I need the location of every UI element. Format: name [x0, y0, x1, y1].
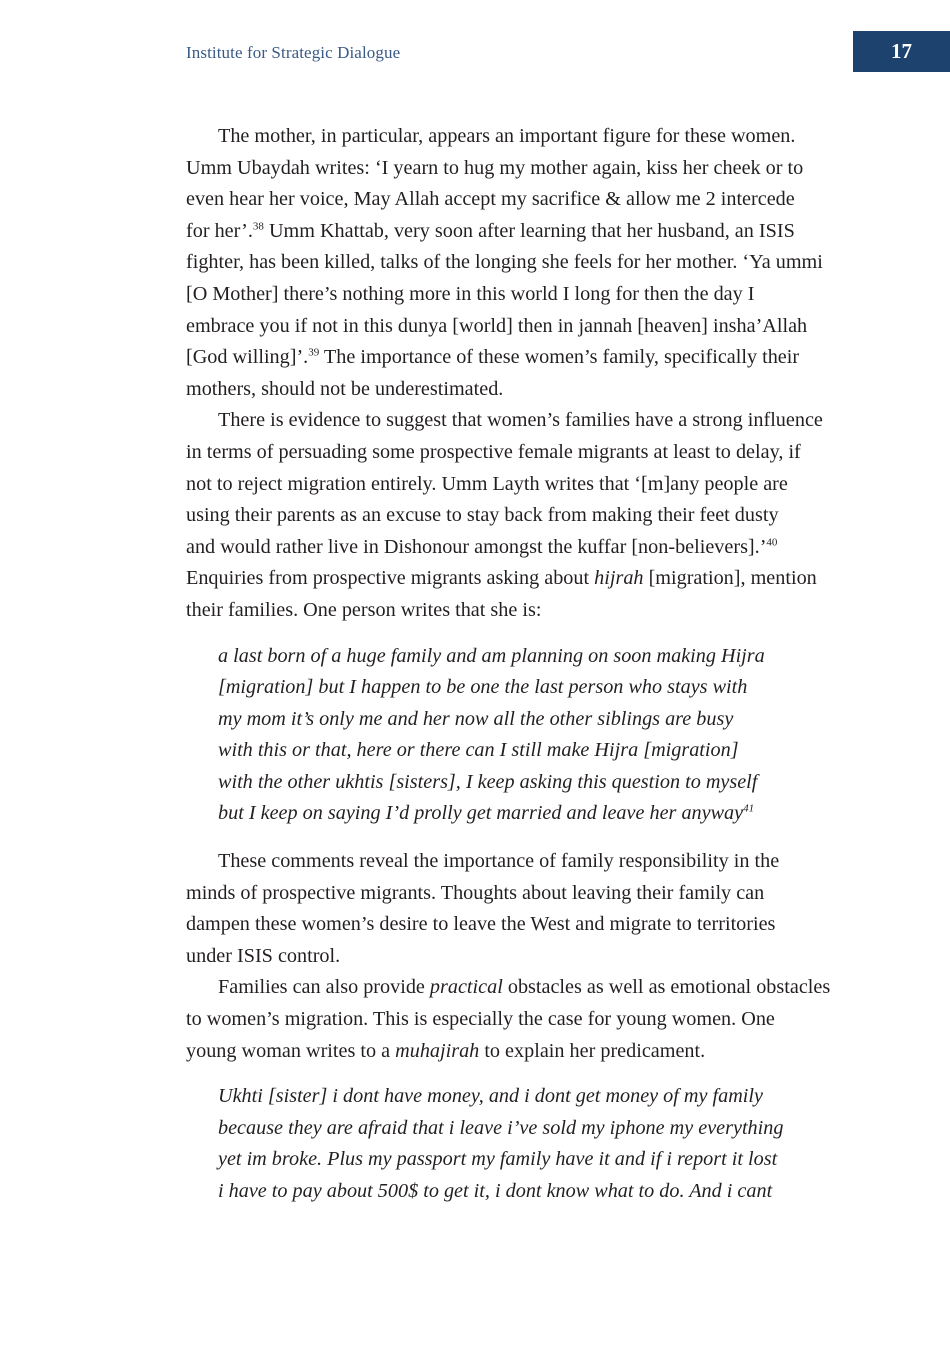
block-quote-young-woman — [218, 1081, 816, 1207]
text-line: Umm Ubaydah writes: ‘I yearn to hug my mother again, kiss her cheek or to — [186, 156, 804, 179]
text-fragment: [God willing]’. — [186, 346, 309, 369]
running-header-organization: Institute for Strategic Dialogue — [186, 43, 401, 62]
article-body — [186, 121, 831, 1224]
text-fragment: Enquiries from prospective migrants asking about — [186, 567, 595, 590]
quote-line: [migration] but I happen to be one the last person who stays with — [218, 676, 748, 699]
text-line: dampen these women’s desire to leave the West and migrate to territories — [186, 913, 776, 936]
paragraph-family-responsibility — [186, 846, 816, 972]
page-number: 17 — [891, 39, 912, 63]
text-line: even hear her voice, May Allah accept my sacrifice & allow me 2 intercede — [186, 188, 795, 211]
text-fragment: to explain her predicament. — [479, 1039, 706, 1062]
text-fragment: but I keep on saying I’d prolly get married and leave her anyway — [218, 802, 744, 825]
quote-line: because they are afraid that i leave i’ve sold my iphone my everything — [218, 1116, 784, 1139]
text-fragment: obstacles as well as emotional obstacles — [502, 976, 831, 999]
paragraph-practical-obstacles — [186, 972, 831, 1067]
quote-line: a last born of a huge family and am planning on soon making Hijra — [218, 644, 765, 667]
text-line: under ISIS control. — [186, 944, 341, 967]
text-line: [O Mother] there’s nothing more in this world I long for then the day I — [186, 282, 755, 305]
block-quote-hijra-enquiry — [218, 641, 816, 831]
quote-line: yet im broke. Plus my passport my family have it and if i report it lost — [218, 1148, 778, 1171]
text-fragment: young woman writes to a — [186, 1039, 396, 1062]
text-line: using their parents as an excuse to stay back from making their feet dusty — [186, 504, 779, 527]
text-line: embrace you if not in this dunya [world] then in jannah [heaven] insha’Allah — [186, 314, 808, 337]
text-line: their families. One person writes that she is: — [186, 598, 542, 621]
text-line — [186, 972, 831, 1004]
paragraph-mother-importance — [186, 121, 823, 405]
text-fragment: and would rather live in Dishonour amongst the kuffar [non-believers].’ — [186, 535, 767, 558]
italic-term: hijrah — [594, 567, 644, 590]
footnote-ref-39: 39 — [308, 346, 320, 359]
quote-line — [218, 798, 816, 830]
footnote-ref-40: 40 — [766, 535, 778, 548]
footnote-ref-38: 38 — [252, 220, 264, 233]
italic-term: practical — [429, 976, 503, 999]
text-line: fighter, has been killed, talks of the longing she feels for her mother. ‘Ya ummi — [186, 251, 823, 274]
text-line — [186, 532, 816, 564]
text-line: not to reject migration entirely. Umm Layth writes that ‘[m]any people are — [186, 472, 788, 495]
quote-line: with this or that, here or there can I still make Hijra [migration] — [218, 739, 739, 762]
text-fragment: Families can also provide — [218, 976, 430, 999]
text-line: mothers, should not be underestimated. — [186, 377, 504, 400]
text-fragment: for her’. — [186, 219, 253, 242]
italic-term: muhajirah — [395, 1039, 480, 1062]
text-line — [186, 342, 816, 374]
text-line: The mother, in particular, appears an important figure for these women. — [218, 125, 796, 147]
text-fragment: Umm Khattab, very soon after learning that her husband, an ISIS — [263, 219, 795, 242]
text-fragment: [migration], mention — [643, 567, 817, 590]
text-line: in terms of persuading some prospective female migrants at least to delay, if — [186, 440, 801, 463]
text-line — [186, 563, 816, 595]
text-line — [186, 216, 816, 248]
text-line — [186, 1036, 816, 1068]
text-fragment: The importance of these women’s family, specifically their — [319, 346, 800, 369]
text-line: There is evidence to suggest that women’s families have a strong influence — [218, 409, 823, 432]
text-line: minds of prospective migrants. Thoughts about leaving their family can — [186, 881, 765, 904]
text-line: These comments reveal the importance of family responsibility in the — [218, 850, 780, 873]
text-line: to women’s migration. This is especially the case for young women. One — [186, 1008, 775, 1031]
quote-line: my mom it’s only me and her now all the other siblings are busy — [218, 707, 734, 730]
page-number-tab — [853, 31, 950, 72]
quote-line: i have to pay about 500$ to get it, i dont know what to do. And i cant — [218, 1180, 773, 1202]
quote-line: Ukhti [sister] i dont have money, and i dont get money of my family — [218, 1085, 763, 1108]
paragraph-family-influence — [186, 405, 823, 626]
footnote-ref-41: 41 — [743, 802, 755, 815]
quote-line: with the other ukhtis [sisters], I keep asking this question to myself — [218, 770, 758, 793]
